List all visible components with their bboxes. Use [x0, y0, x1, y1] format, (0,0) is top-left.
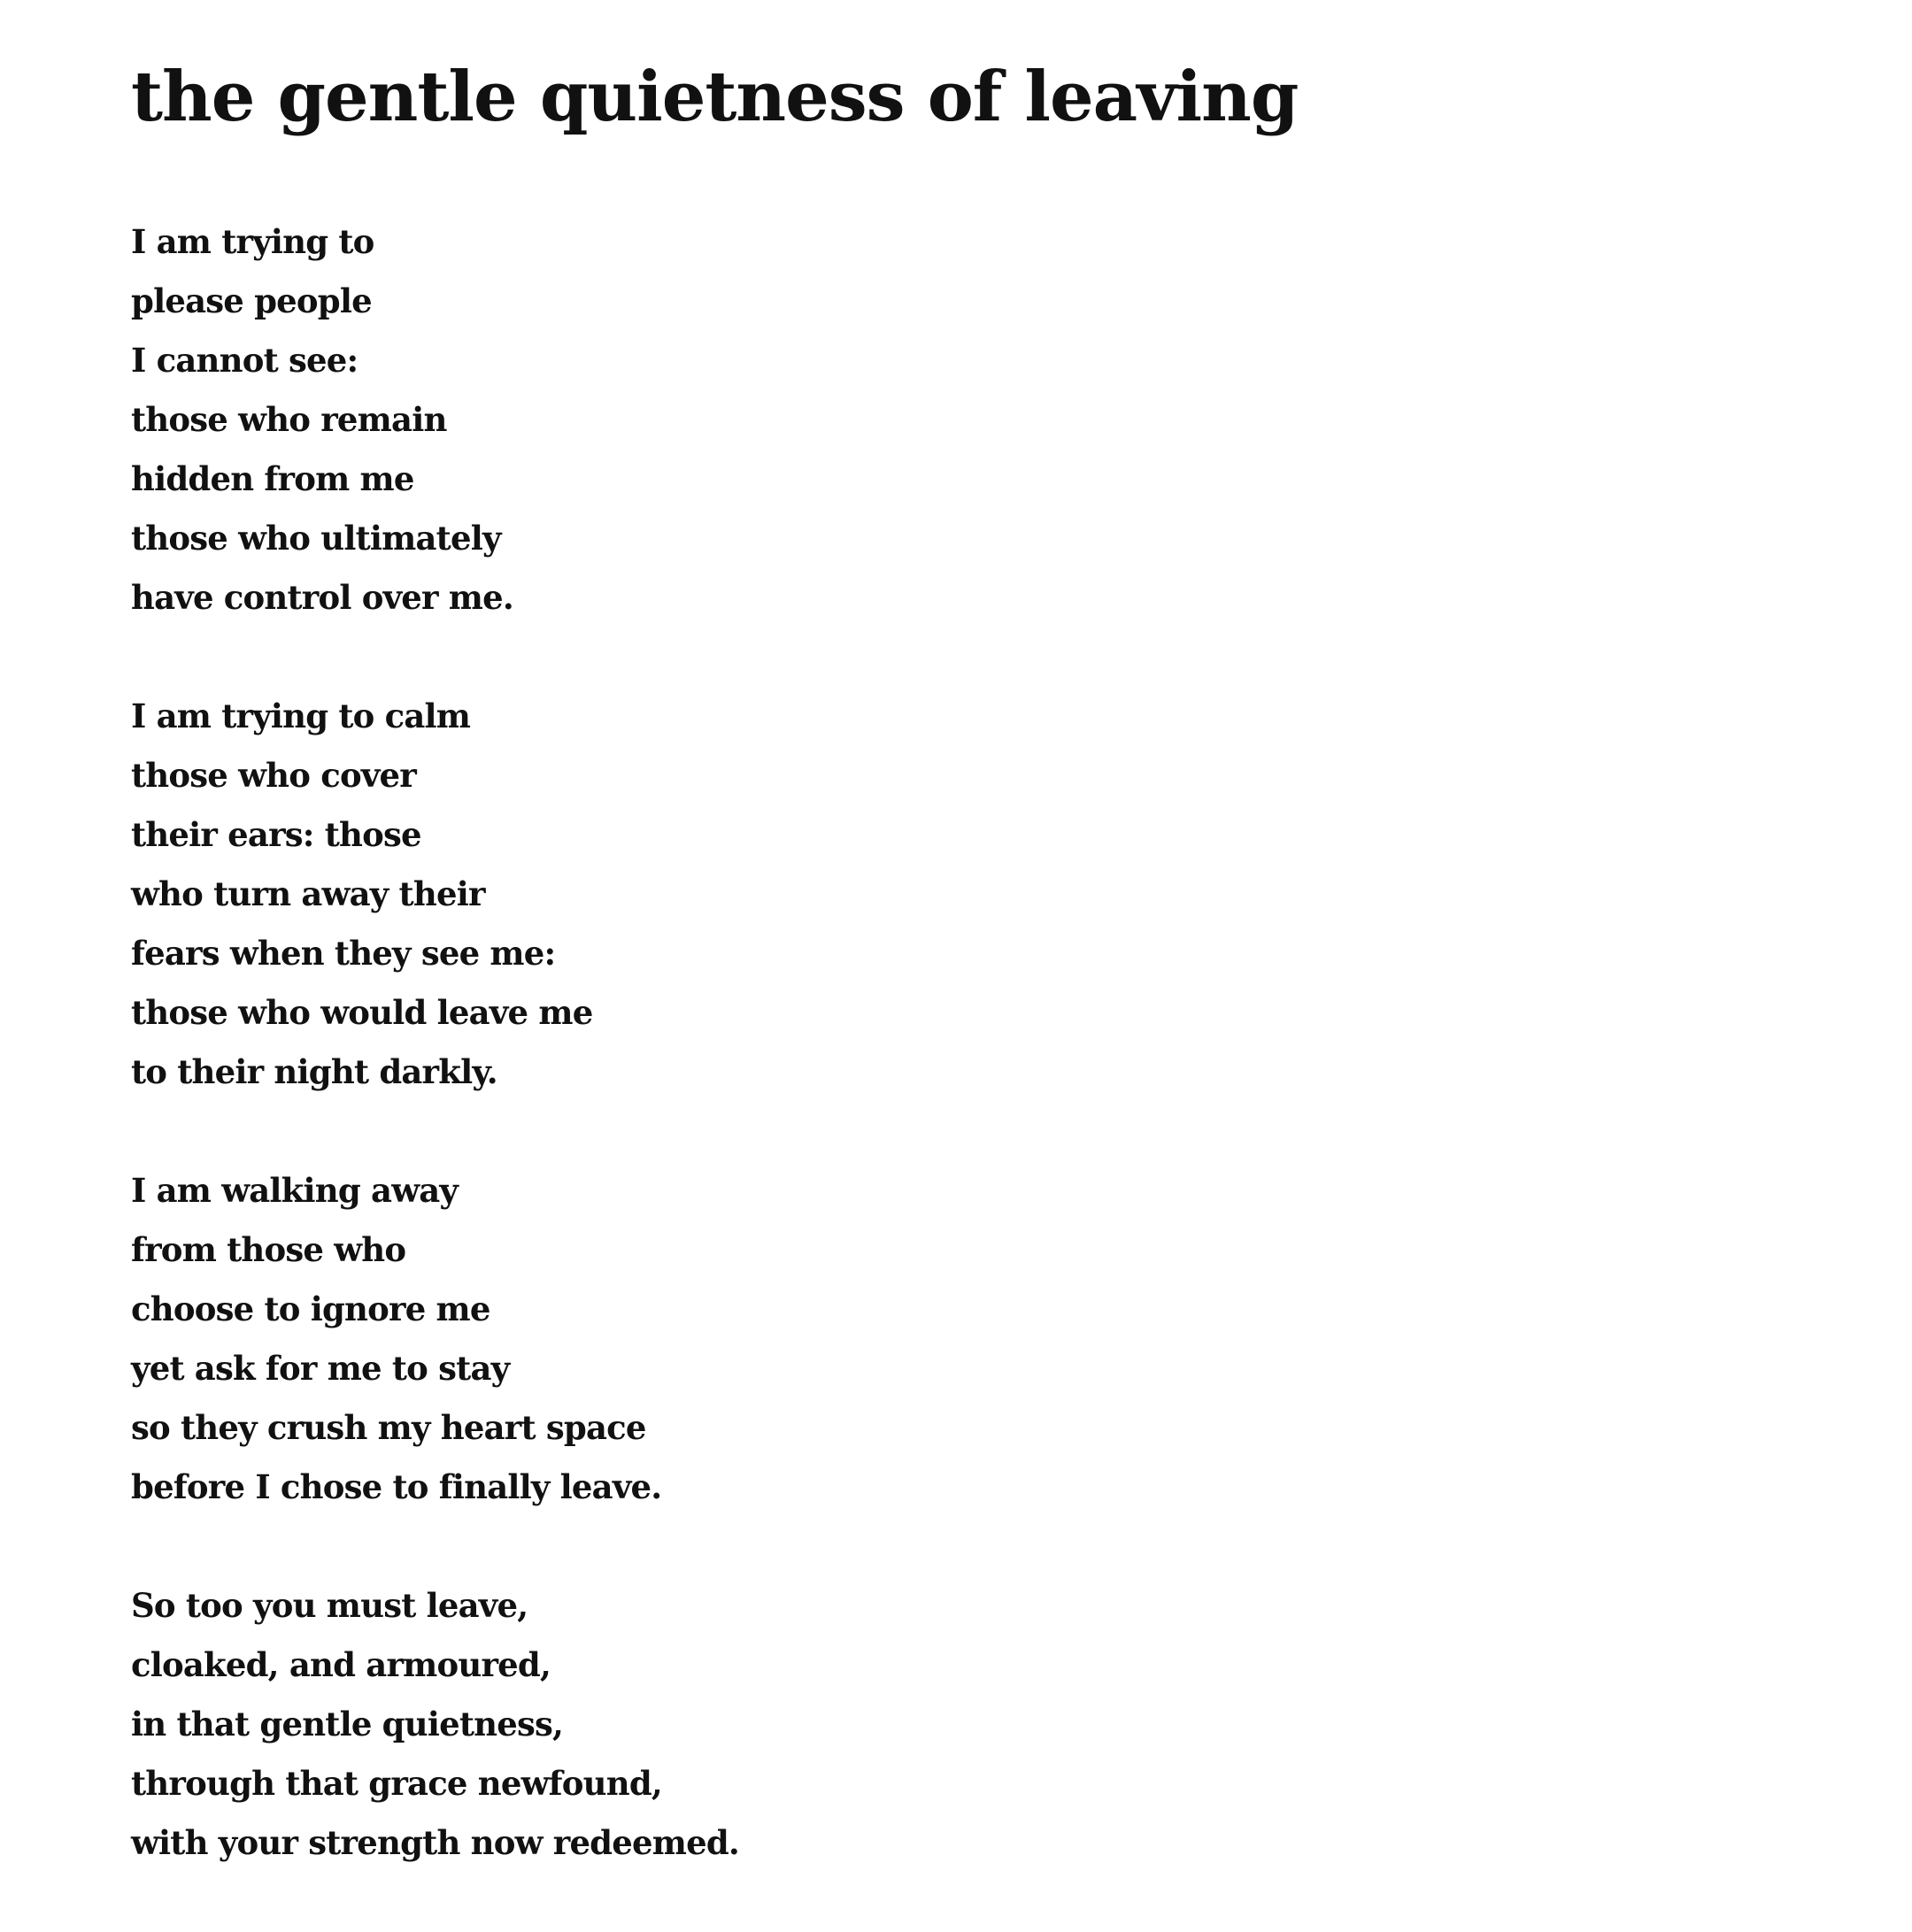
poem-line: those who ultimately [131, 519, 501, 558]
poem-line: in that gentle quietness, [131, 1705, 564, 1743]
poem-title: the gentle quietness of leaving [131, 57, 1299, 137]
poem-line: yet ask for me to stay [131, 1349, 510, 1388]
poem-line: fears when they see me: [131, 934, 556, 973]
stanza-1 [131, 212, 739, 627]
poem-line: have control over me. [131, 578, 513, 617]
poem-line: hidden from me [131, 459, 414, 498]
poem-line: before I chose to finally leave. [131, 1467, 662, 1506]
stanza-3 [131, 1161, 739, 1517]
poem-line: I am trying to [131, 222, 374, 261]
stanza-2 [131, 687, 739, 1102]
poem-body [131, 212, 739, 1932]
stanza-4 [131, 1576, 739, 1873]
poem-line: with your strength now redeemed. [131, 1823, 739, 1862]
poem-line: I am trying to calm [131, 697, 471, 735]
poem-line: So too you must leave, [131, 1586, 528, 1625]
poem-line: their ears: those [131, 815, 421, 854]
poem-line: so they crush my heart space [131, 1408, 646, 1447]
poem-line: through that grace newfound, [131, 1764, 662, 1803]
poem-line: cloaked, and armoured, [131, 1645, 551, 1684]
poem-line: those who would leave me [131, 993, 593, 1032]
poem-line: please people [131, 281, 372, 320]
poem-line: I cannot see: [131, 341, 358, 380]
poem-line: I am walking away [131, 1171, 459, 1210]
poem-line: those who cover [131, 756, 416, 795]
poem-line: to their night darkly. [131, 1052, 497, 1091]
poem-line: who turn away their [131, 874, 485, 913]
poem-line: choose to ignore me [131, 1289, 490, 1328]
poem-line: those who remain [131, 400, 447, 439]
poem-line: from those who [131, 1230, 406, 1269]
